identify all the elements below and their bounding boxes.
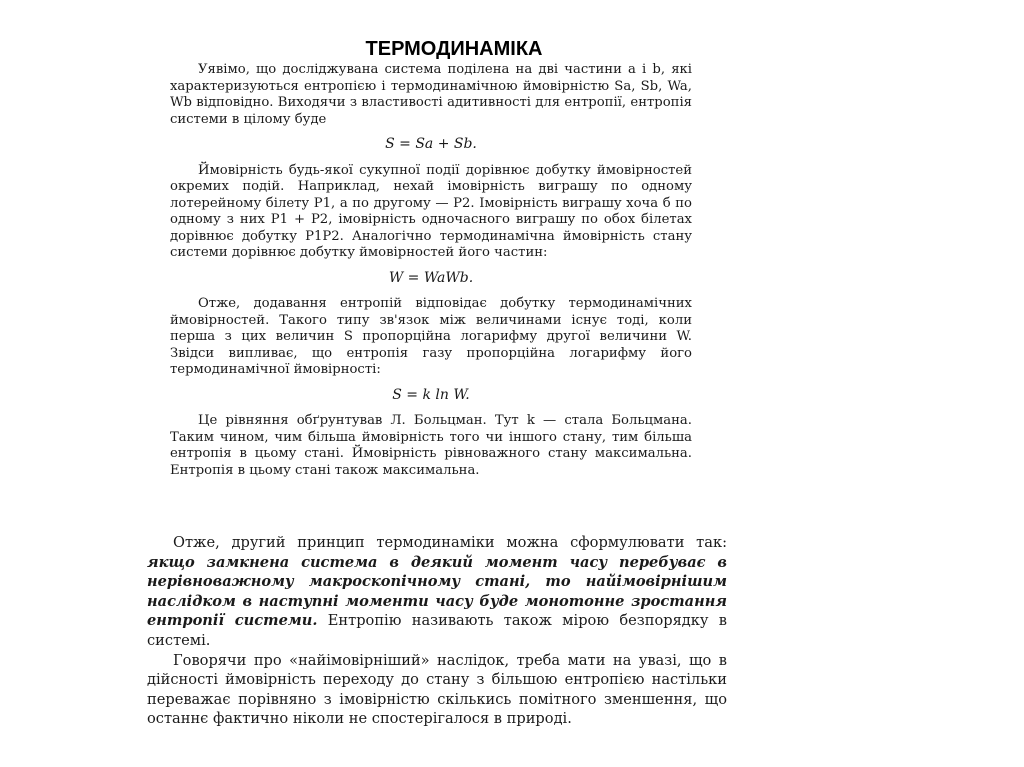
formula-boltzmann: S = k ln W. [392, 386, 470, 403]
textbook-excerpt-upper [170, 62, 692, 479]
formula-entropy-sum: S = Sa + Sb. [385, 136, 477, 152]
second-law-tail: Ентропію називають також мірою безпорядку в системі. [147, 612, 727, 649]
formula-probability-product: W = WaWb. [388, 269, 474, 286]
paragraph-second-law [147, 533, 727, 651]
title-text: ТЕРМОДИНАМІКА [365, 38, 543, 60]
paragraph-additivity: Уявімо, що досліджувана система поділена на дві частини a і b, які характеризуються ентропією і термодинамічною ймовірністю Sa, Sb, Wa, Wb відповідно. Виходячи з властивості адитивності для ентропії, ентропія системи в цілому буде [170, 62, 692, 127]
paragraph-logarithm: Отже, додавання ентропій відповідає добутку термодинамічних ймовірностей. Такого типу зв'язок між величинами існує тоді, коли перша з цих величин S пропорційна логарифму другої величини W. Звідси випливає, що ентропія газу пропорційна логарифму його термодинамічної ймовірності: [170, 296, 692, 377]
paragraph-boltzmann: Це рівняння обґрунтував Л. Больцман. Тут k — стала Больцмана. Таким чином, чим більша ймовірність того чи іншого стану, тим більша ентропія в цьому стані. Ймовірність рівноважного стану максимальна. Ентропія в цьому стані також максимальна. [170, 413, 692, 478]
second-law-lead: Отже, другий принцип термодинаміки можна сформулювати так: [173, 534, 727, 551]
paragraph-most-probable: Говорячи про «найімовірніший» наслідок, треба мати на увазі, що в дійсності ймовірність переходу до стану з більшою ентропією настільки переважає порівняно з імовірністю скількись помітного зменшення, що останнє фактично ніколи не спостерігалося в природі. [147, 651, 727, 728]
textbook-excerpt-lower [147, 533, 727, 729]
paragraph-probability: Ймовірність будь-якої сукупної події дорівнює добутку ймовірностей окремих подій. Наприклад, нехай імовірність виграшу по одному лотерейному білету P1, а по другому — P2. Імовірність виграшу хоча б по одному з них P1 + P2, імовірність одночасного виграшу по обох білетах дорівнює добутку P1P2. Аналогічно термодинамічна ймовірність стану системи дорівнює добутку ймовірностей його частин: [170, 162, 692, 260]
second-law-statement: якщо замкнена система в деякий момент часу перебуває в нерівноважному макроскопічному стані, то найімовірнішим наслідком в наступні моменти часу буде монотонне зростання ентропії системи. [147, 553, 727, 630]
page-title [0, 38, 1024, 61]
